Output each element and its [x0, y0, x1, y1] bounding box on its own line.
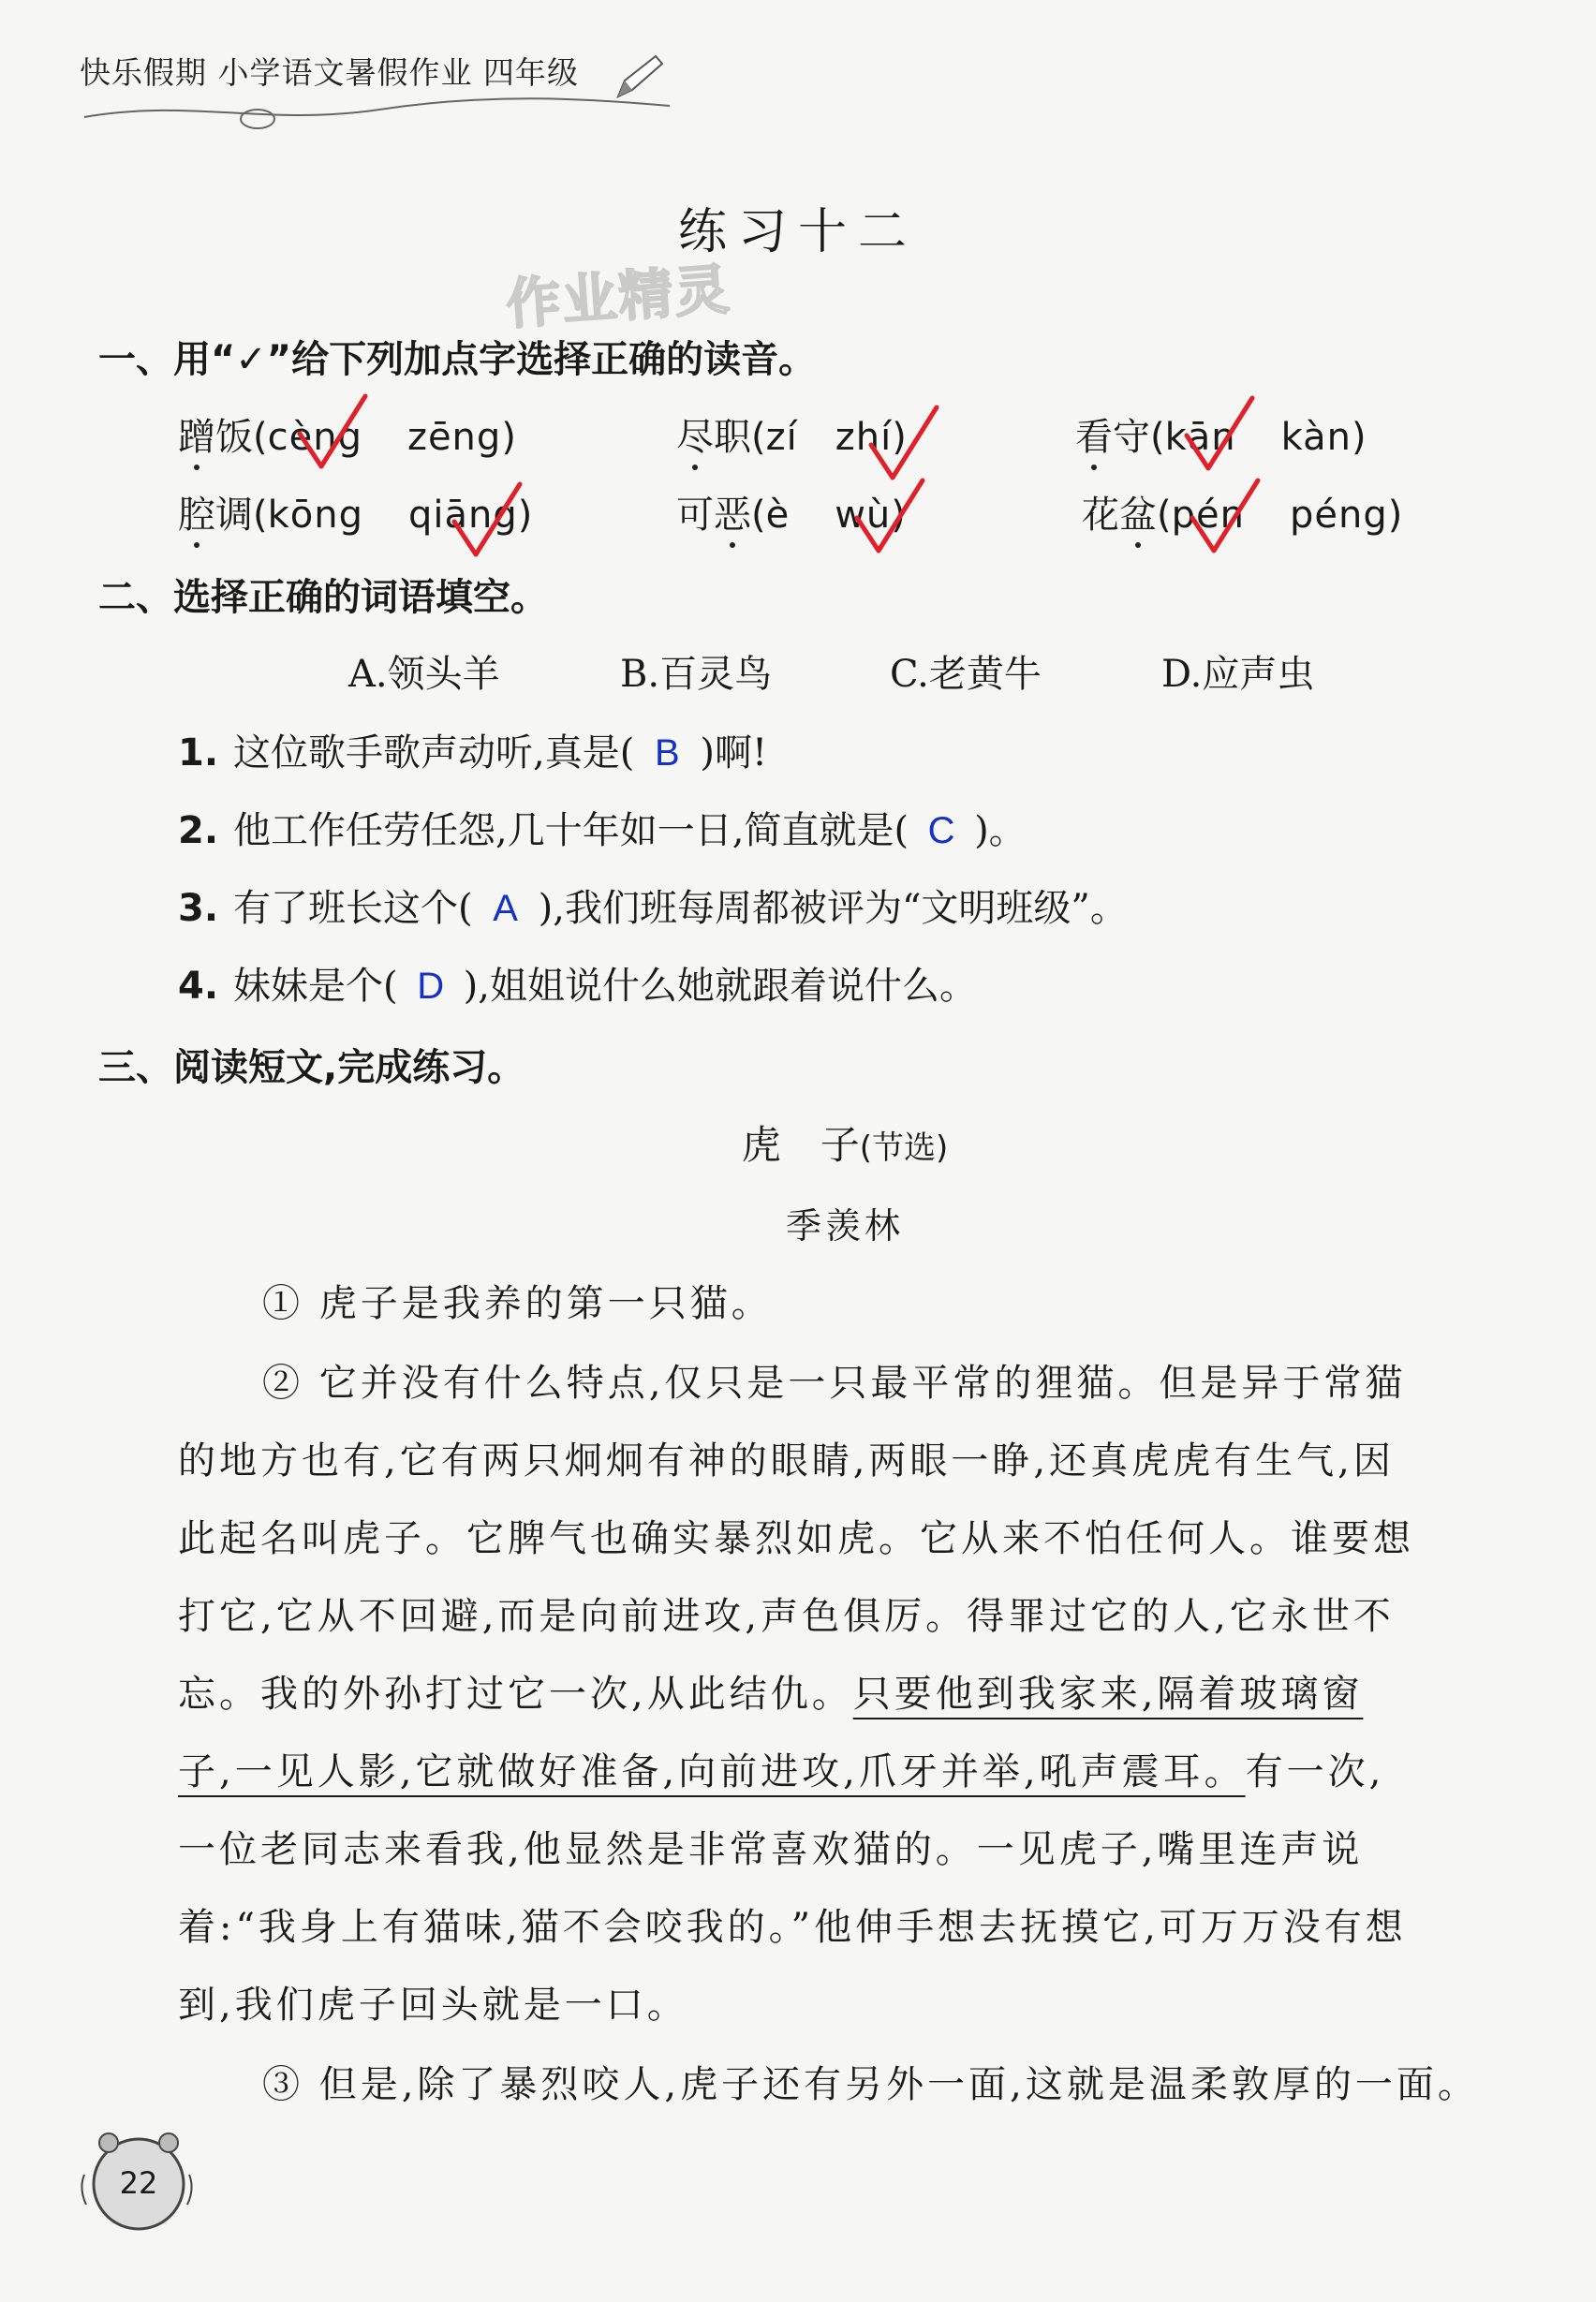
word-option: C.老黄牛	[890, 653, 1042, 696]
watermark: 作业精灵	[504, 257, 733, 337]
page-title: 练习十二	[677, 204, 918, 260]
dotted-char: 蹭	[178, 416, 215, 459]
fill-sentence: 2. 他工作任劳任怨,几十年如一日,简直就是( C )。	[178, 809, 1027, 852]
pinyin-item: 可恶(è wù)	[676, 494, 906, 537]
paragraph-line: 忘。我的外孙打过它一次,从此结仇。只要他到我家来,隔着玻璃窗	[178, 1673, 1364, 1716]
section-1-heading: 一、用“✓”给下列加点字选择正确的读音。	[98, 338, 817, 381]
word-option: D.应声虫	[1161, 653, 1315, 696]
dotted-char: 盆	[1119, 494, 1157, 537]
pinyin-item: 尽职(zí zhí)	[676, 416, 907, 459]
pinyin-option[interactable]: péng	[1289, 494, 1388, 537]
paragraph-line: 的地方也有,它有两只炯炯有神的眼睛,两眼一睁,还真虎虎有生气,因	[178, 1439, 1395, 1483]
pinyin-option[interactable]: kàn	[1280, 416, 1352, 459]
paragraph-line: 到,我们虎子回头就是一口。	[178, 1984, 688, 2027]
dotted-char: 尽	[676, 416, 714, 459]
underlined-sentence: 只要他到我家来,隔着玻璃窗	[852, 1673, 1364, 1716]
pinyin-item: 腔调(kōng qiāng)	[178, 494, 533, 537]
header-decoration	[80, 89, 679, 136]
book-header: 快乐假期 小学语文暑假作业 四年级	[80, 54, 579, 91]
pinyin-option[interactable]: kōng	[267, 494, 363, 537]
pinyin-item: 蹭饭(cèng zēng)	[178, 416, 516, 459]
check-mark-icon	[450, 480, 525, 564]
answer-text[interactable]: B	[655, 732, 680, 774]
paragraph-line: 此起名叫虎子。它脾气也确实暴烈如虎。它从来不怕任何人。谁要想	[178, 1517, 1414, 1560]
dotted-char: 恶	[714, 494, 751, 537]
word-option: B.百灵鸟	[620, 653, 773, 696]
check-mark-icon	[295, 391, 370, 476]
underlined-sentence: 子,一见人影,它就做好准备,向前进攻,爪牙并举,吼声震耳。	[178, 1750, 1246, 1793]
pinyin-option[interactable]: qiāng	[408, 494, 518, 537]
fill-sentence: 1. 这位歌手歌声动听,真是( B )啊!	[178, 731, 768, 775]
page-number: 22	[119, 2165, 158, 2201]
answer-text[interactable]: D	[417, 966, 445, 1007]
paragraph-line: 一位老同志来看我,他显然是非常喜欢猫的。一见虎子,嘴里连声说	[178, 1828, 1364, 1871]
story-title: 虎 子(节选)	[741, 1122, 949, 1168]
fill-sentence: 4. 妹妹是个( D ),姐姐说什么她就跟着说什么。	[178, 965, 977, 1008]
pinyin-option[interactable]: kān	[1164, 416, 1236, 459]
fill-sentence: 3. 有了班长这个( A ),我们班每周都被评为“文明班级”。	[178, 887, 1128, 930]
pinyin-option[interactable]: zēng	[406, 416, 502, 459]
paragraph-line: ② 它并没有什么特点,仅只是一只最平常的狸猫。但是异于常猫	[262, 1362, 1407, 1405]
paragraph-line: 子,一见人影,它就做好准备,向前进攻,爪牙并举,吼声震耳。有一次,	[178, 1750, 1385, 1793]
dotted-char: 看	[1075, 416, 1113, 459]
pinyin-option[interactable]: è	[765, 494, 791, 537]
check-mark-icon	[1188, 476, 1263, 560]
paragraph-line: ③ 但是,除了暴烈咬人,虎子还有另外一面,这就是温柔敦厚的一面。	[262, 2063, 1479, 2106]
word-option: A.领头羊	[348, 653, 500, 696]
pinyin-item: 看守(kān kàn)	[1075, 416, 1367, 459]
paragraph-line: 着:“我身上有猫味,猫不会咬我的。”他伸手想去抚摸它,可万万没有想	[178, 1906, 1407, 1949]
check-mark-icon	[852, 476, 927, 560]
check-mark-icon	[1182, 393, 1257, 478]
check-mark-icon	[866, 403, 941, 487]
section-3-heading: 三、阅读短文,完成练习。	[98, 1046, 525, 1089]
pinyin-item: 花盆(pén péng)	[1082, 494, 1403, 537]
answer-text[interactable]: A	[493, 888, 518, 929]
pinyin-option[interactable]: zhí	[835, 416, 893, 459]
pinyin-option[interactable]: zí	[765, 416, 798, 459]
pinyin-option[interactable]: wù	[835, 494, 892, 537]
section-2-heading: 二、选择正确的词语填空。	[98, 576, 548, 619]
dotted-char: 腔	[178, 494, 215, 537]
pencil-icon	[613, 54, 665, 101]
pinyin-option[interactable]: pén	[1171, 494, 1245, 537]
story-author: 季羡林	[785, 1205, 904, 1247]
pinyin-option[interactable]: cèng	[267, 416, 362, 459]
answer-text[interactable]: C	[927, 810, 955, 851]
paragraph-line: ① 虎子是我养的第一只猫。	[262, 1282, 773, 1325]
paragraph-line: 打它,它从不回避,而是向前进攻,声色俱厉。得罪过它的人,它永世不	[178, 1595, 1395, 1638]
